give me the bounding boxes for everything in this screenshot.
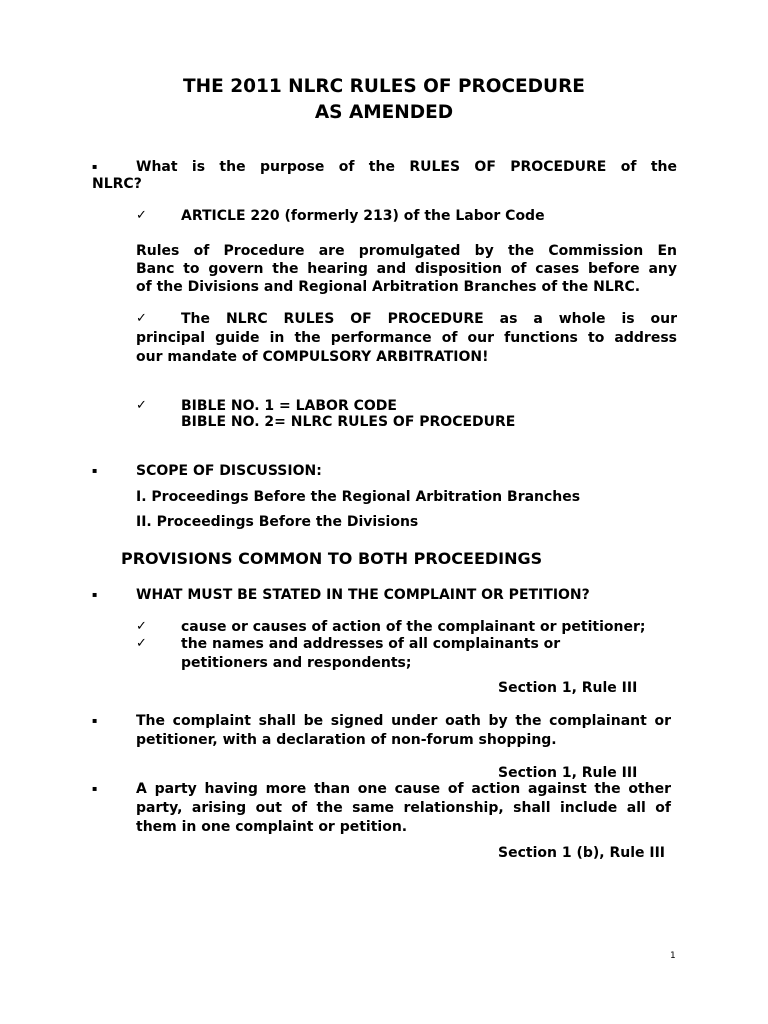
bible-line2: BIBLE NO. 2= NLRC RULES OF PROCEDURE bbox=[181, 414, 516, 430]
bullet-icon: ▪ bbox=[92, 466, 98, 475]
citation-section-1b-rule-3: Section 1 (b), Rule III bbox=[498, 845, 665, 861]
scope-item-divisions: II. Proceedings Before the Divisions bbox=[136, 514, 419, 530]
party-paragraph-line2: party, arising out of the same relationship, shall include all of bbox=[136, 800, 671, 816]
bullet-icon: ▪ bbox=[92, 784, 98, 793]
scope-heading: SCOPE OF DISCUSSION: bbox=[136, 463, 322, 479]
rules-paragraph-line2: Banc to govern the hearing and disposition of cases before any bbox=[136, 261, 677, 277]
article-reference: ARTICLE 220 (formerly 213) of the Labor Code bbox=[181, 208, 545, 224]
complaint-item-cause: cause or causes of action of the complainant or petitioner; bbox=[181, 619, 646, 635]
question-purpose-line1: What is the purpose of the RULES OF PROCEDURE of the bbox=[136, 159, 677, 175]
checkmark-icon: ✓ bbox=[136, 311, 147, 326]
checkmark-icon: ✓ bbox=[136, 398, 147, 413]
guide-paragraph-line1: The NLRC RULES OF PROCEDURE as a whole is our bbox=[181, 311, 677, 327]
checkmark-icon: ✓ bbox=[136, 208, 147, 223]
rules-paragraph-line1: Rules of Procedure are promulgated by the Commission En bbox=[136, 243, 677, 259]
scope-item-regional: I. Proceedings Before the Regional Arbitration Branches bbox=[136, 489, 581, 505]
checkmark-icon: ✓ bbox=[136, 619, 147, 634]
party-paragraph-line1: A party having more than one cause of action against the other bbox=[136, 781, 671, 797]
guide-paragraph-line3: our mandate of COMPULSORY ARBITRATION! bbox=[136, 349, 489, 365]
bullet-icon: ▪ bbox=[92, 162, 98, 171]
party-paragraph-line3: them in one complaint or petition. bbox=[136, 819, 408, 835]
bullet-icon: ▪ bbox=[92, 590, 98, 599]
bible-line1: BIBLE NO. 1 = LABOR CODE bbox=[181, 398, 397, 414]
citation-section-1-rule-3-second: Section 1, Rule III bbox=[498, 765, 638, 781]
section-heading-common-provisions: PROVISIONS COMMON TO BOTH PROCEEDINGS bbox=[121, 549, 543, 568]
complaint-item-names-line2: petitioners and respondents; bbox=[181, 655, 412, 671]
document-title-line2: AS AMENDED bbox=[314, 102, 454, 123]
citation-section-1-rule-3: Section 1, Rule III bbox=[498, 680, 638, 696]
checkmark-icon: ✓ bbox=[136, 636, 147, 651]
question-purpose-line2: NLRC? bbox=[92, 176, 142, 192]
rules-paragraph-line3: of the Divisions and Regional Arbitration Branches of the NLRC. bbox=[136, 279, 641, 295]
question-complaint-contents: WHAT MUST BE STATED IN THE COMPLAINT OR PETITION? bbox=[136, 587, 590, 603]
oath-paragraph-line2: petitioner, with a declaration of non-forum shopping. bbox=[136, 732, 557, 748]
document-title-line1: THE 2011 NLRC RULES OF PROCEDURE bbox=[183, 76, 585, 97]
bullet-icon: ▪ bbox=[92, 716, 98, 725]
complaint-item-names-line1: the names and addresses of all complainants or bbox=[181, 636, 561, 652]
oath-paragraph-line1: The complaint shall be signed under oath by the complainant or bbox=[136, 713, 671, 729]
page-number: 1 bbox=[670, 951, 676, 961]
guide-paragraph-line2: principal guide in the performance of our functions to address bbox=[136, 330, 677, 346]
